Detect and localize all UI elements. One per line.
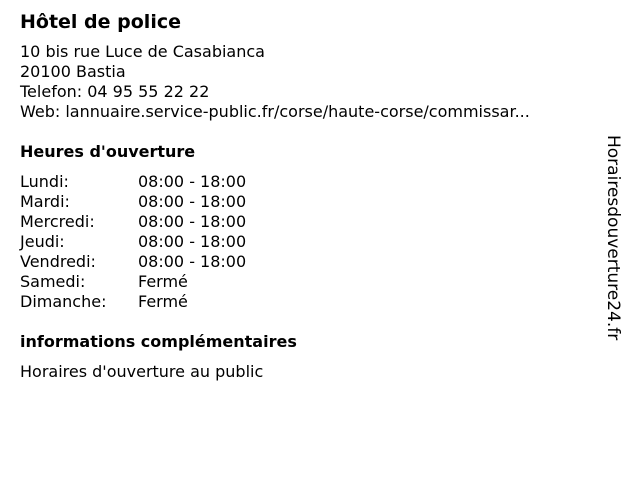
hours-row-saturday: [20, 272, 600, 292]
hours-row-monday: [20, 172, 600, 192]
hours-day: Samedi:: [20, 272, 86, 291]
hours-time: Fermé: [138, 272, 188, 291]
additional-info-heading: informations complémentaires: [20, 332, 297, 351]
hours-time: 08:00 - 18:00: [138, 172, 247, 191]
hours-time: 08:00 - 18:00: [138, 232, 247, 251]
hours-time: 08:00 - 18:00: [138, 212, 247, 231]
hours-row-sunday: [20, 292, 600, 312]
hours-day: Mardi:: [20, 192, 70, 211]
hours-day: Dimanche:: [20, 292, 107, 311]
hours-row-friday: [20, 252, 600, 272]
site-watermark: Horairesdouverture24.fr: [603, 135, 623, 341]
hours-time: 08:00 - 18:00: [138, 252, 247, 271]
additional-info-text: Horaires d'ouverture au public: [20, 362, 264, 381]
hours-time: Fermé: [138, 292, 188, 311]
website-link[interactable]: Web: lannuaire.service-public.fr/corse/haute-corse/commissar...: [20, 102, 530, 121]
address-street: 10 bis rue Luce de Casabianca: [20, 42, 265, 61]
hours-day: Jeudi:: [20, 232, 65, 251]
hours-time: 08:00 - 18:00: [138, 192, 247, 211]
page-title: Hôtel de police: [20, 11, 181, 33]
hours-row-wednesday: [20, 212, 600, 232]
hours-day: Vendredi:: [20, 252, 96, 271]
business-card: [20, 10, 600, 382]
address-city: 20100 Bastia: [20, 62, 126, 81]
opening-hours-heading: Heures d'ouverture: [20, 142, 196, 161]
phone-number: Telefon: 04 95 55 22 22: [20, 82, 210, 101]
hours-row-thursday: [20, 232, 600, 252]
hours-day: Mercredi:: [20, 212, 95, 231]
hours-day: Lundi:: [20, 172, 69, 191]
opening-hours-table: [20, 172, 600, 312]
hours-row-tuesday: [20, 192, 600, 212]
